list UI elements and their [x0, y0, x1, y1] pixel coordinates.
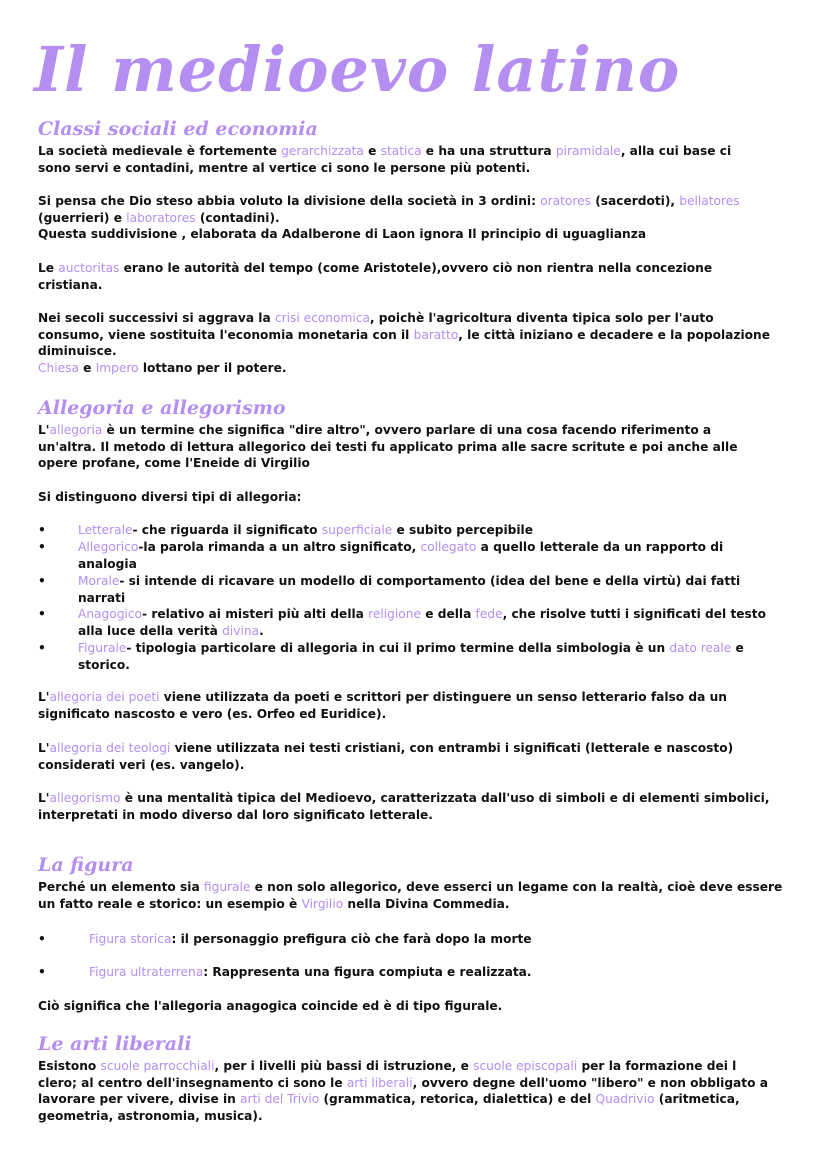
text-run: Esistono	[38, 1059, 101, 1073]
text-line	[78, 522, 798, 539]
paragraph	[38, 310, 790, 376]
highlighted-term: Morale	[78, 574, 120, 588]
text-run: (guerrieri) e	[38, 210, 127, 225]
text-run: L'	[38, 741, 50, 755]
bullet-icon: •	[38, 540, 46, 554]
text-run: considerati veri (es. vangelo).	[38, 757, 245, 772]
highlighted-term: religione	[368, 607, 421, 621]
highlighted-term: allegoria	[49, 423, 103, 437]
list-item-text	[78, 573, 798, 606]
highlighted-term: divina	[222, 623, 260, 638]
highlighted-term: allegoria dei teologi	[49, 741, 171, 755]
text-run: (aritmetica,	[654, 1092, 740, 1107]
text-run: e	[78, 360, 96, 375]
highlighted-term: superficiale	[321, 523, 393, 537]
text-run: : il personaggio prefigura ciò che farà dopo la morte	[171, 932, 532, 946]
bullet-icon: •	[38, 574, 46, 588]
paragraph	[38, 422, 790, 472]
text-line	[38, 226, 790, 243]
text-line	[78, 657, 798, 674]
paragraph	[38, 998, 790, 1015]
text-run: Perché un elemento sia	[38, 880, 204, 894]
text-run: erano le autorità del tempo (come Aristotele),ovvero ciò non rientra nella concezione	[119, 261, 713, 275]
text-run: a quello letterale da un rapporto di	[476, 540, 724, 554]
text-run: (grammatica, retorica, dialettica) e del	[319, 1092, 596, 1107]
paragraph	[38, 1058, 790, 1124]
text-run: viene utilizzata nei testi cristiani, con entrambi i significati (letterale e nascosto)	[170, 741, 734, 755]
text-run: cristiana.	[38, 277, 103, 292]
text-run: , che risolve tutti i significati del testo	[502, 607, 766, 621]
text-line	[38, 896, 790, 913]
text-run: nella Divina Commedia.	[343, 896, 510, 911]
text-run: per la formazione dei l	[577, 1059, 737, 1073]
highlighted-term: Figura ultraterrena	[89, 965, 204, 979]
text-run: , ovvero degne dell'uomo "libero" e non obbligato a	[412, 1075, 768, 1090]
text-run: lottano per il potere.	[138, 360, 287, 375]
highlighted-term: allegoria dei poeti	[49, 690, 160, 704]
text-line	[38, 1091, 790, 1108]
text-run: (contadini).	[195, 210, 280, 225]
bullet-icon: •	[38, 641, 46, 655]
highlighted-term: Quadrivio	[595, 1092, 655, 1107]
text-line	[78, 556, 798, 573]
text-run: alla luce della verità	[78, 623, 223, 638]
text-run: e subito percepibile	[392, 523, 533, 537]
section-heading-figura: La figura	[38, 854, 134, 876]
text-run: L'	[38, 690, 50, 704]
highlighted-term: Virgilio	[301, 896, 344, 911]
text-line	[38, 260, 790, 277]
text-run: analogia	[78, 556, 137, 571]
text-run: è un termine che significa "dire altro", ovvero parlare di una cosa facendo riferimento a	[102, 423, 712, 437]
highlighted-term: Impero	[95, 360, 139, 375]
paragraph	[38, 489, 790, 506]
section-heading-classi: Classi sociali ed economia	[38, 118, 318, 140]
text-line	[38, 360, 790, 377]
text-run: e della	[420, 607, 476, 621]
bullet-icon: •	[38, 965, 46, 979]
text-line	[38, 998, 790, 1015]
paragraph	[38, 260, 790, 293]
text-run: Le	[38, 261, 59, 275]
highlighted-term: Letterale	[78, 523, 133, 537]
text-run: lavorare per vivere, divise in	[38, 1092, 241, 1107]
paragraph	[38, 143, 790, 176]
text-run: : Rappresenta una figura compiuta e realizzata.	[203, 965, 532, 979]
bullet-icon: •	[38, 523, 46, 537]
text-run: è una mentalità tipica del Medioevo, caratterizzata dall'uso di simboli e di elementi simbolici,	[120, 791, 770, 805]
highlighted-term: crisi economica	[274, 311, 370, 325]
text-line	[78, 573, 798, 590]
text-line	[38, 1075, 790, 1092]
highlighted-term: bellatores	[679, 194, 740, 208]
text-line	[78, 590, 798, 607]
text-run: e	[363, 144, 381, 158]
text-run: - che riguarda il significato	[132, 523, 322, 537]
paragraph	[38, 740, 790, 773]
list-item-text	[78, 539, 798, 572]
text-run: sono servi e contadini, mentre al vertice ci sono le persone più potenti.	[38, 160, 531, 175]
highlighted-term: Chiesa	[38, 360, 79, 375]
highlighted-term: Figura storica	[89, 932, 172, 946]
highlighted-term: arti liberali	[346, 1075, 413, 1090]
highlighted-term: dato reale	[669, 641, 732, 655]
text-line	[38, 343, 790, 360]
text-line	[38, 210, 790, 227]
highlighted-term: statica	[380, 144, 422, 158]
text-line	[38, 327, 790, 344]
text-line	[38, 689, 790, 706]
highlighted-term: scuole episcopali	[473, 1059, 578, 1073]
highlighted-term: Allegorico	[78, 540, 139, 554]
highlighted-term: gerarchizzata	[281, 144, 364, 158]
text-run: viene utilizzata da poeti e scrittori per distinguere un senso letterario falso da un	[159, 690, 727, 704]
highlighted-term: oratores	[540, 194, 591, 208]
text-line	[38, 807, 790, 824]
text-line	[38, 740, 790, 757]
text-run: - si intende di ricavare un modello di comportamento (idea del bene e della virtù) dai fatti	[119, 574, 741, 588]
highlighted-term: scuole parrocchiali	[100, 1059, 215, 1073]
text-run: interpretati in modo diverso dal loro significato letterale.	[38, 807, 433, 822]
list-item-text	[78, 522, 798, 539]
text-run: e	[731, 641, 744, 655]
text-run: .	[259, 623, 264, 638]
paragraph	[38, 689, 790, 722]
text-line	[89, 964, 809, 981]
highlighted-term: laboratores	[126, 210, 196, 225]
list-item-text	[89, 964, 809, 981]
highlighted-term: piramidale	[555, 144, 621, 158]
text-line	[38, 1108, 790, 1125]
text-line	[78, 539, 798, 556]
paragraph	[38, 193, 790, 243]
text-run: geometria, astronomia, musica).	[38, 1108, 263, 1123]
text-run: L'	[38, 791, 50, 805]
highlighted-term: figurale	[203, 880, 251, 894]
text-run: , per i livelli più bassi di istruzione, e	[214, 1059, 474, 1073]
highlighted-term: Figurale	[78, 641, 127, 655]
text-run: , alla cui base ci	[620, 144, 732, 158]
text-run: consumo, viene sostituita l'economia monetaria con il	[38, 327, 414, 342]
text-run: opere profane, come l'Eneide di Virgilio	[38, 456, 310, 471]
text-line	[38, 439, 790, 456]
text-run: diminuisce.	[38, 344, 117, 359]
text-run: , le città iniziano e decadere e la popolazione	[458, 327, 770, 342]
text-run: L'	[38, 423, 50, 437]
text-line	[78, 640, 798, 657]
text-line	[38, 160, 790, 177]
text-line	[38, 757, 790, 774]
text-line	[38, 455, 790, 472]
text-line	[38, 879, 790, 896]
text-line	[89, 931, 809, 948]
highlighted-term: arti del Trivio	[240, 1092, 320, 1107]
highlighted-term: collegato	[420, 540, 477, 554]
highlighted-term: auctoritas	[58, 261, 120, 275]
text-run: Questa suddivisione , elaborata da Adalberone di Laon ignora Il principio di uguaglianza	[38, 227, 647, 242]
text-line	[38, 277, 790, 294]
text-line	[38, 790, 790, 807]
text-run: , poichè l'agricoltura diventa tipica solo per l'auto	[369, 311, 714, 325]
list-item-text	[78, 640, 798, 673]
text-run: - tipologia particolare di allegoria in cui il primo termine della simbologia è un	[126, 641, 670, 655]
text-run: - relativo ai misteri più alti della	[142, 607, 369, 621]
text-run: La società medievale è fortemente	[38, 144, 282, 158]
highlighted-term: baratto	[413, 327, 459, 342]
text-run: un'altra. Il metodo di lettura allegorico dei testi fu applicato prima alle sacre scritute e poi anche alle	[38, 439, 738, 454]
highlighted-term: fede	[475, 607, 503, 621]
paragraph	[38, 879, 790, 912]
list-item-text	[78, 606, 798, 639]
text-run: narrati	[78, 590, 126, 605]
text-run: (sacerdoti),	[590, 194, 680, 208]
text-run: un fatto reale e storico: un esempio è	[38, 896, 302, 911]
text-line	[38, 422, 790, 439]
text-run: Si distinguono diversi tipi di allegoria:	[38, 490, 302, 504]
text-run: e non solo allegorico, deve esserci un legame con la realtà, cioè deve essere	[250, 880, 783, 894]
highlighted-term: Anagogico	[78, 607, 143, 621]
text-line	[38, 310, 790, 327]
text-line	[78, 606, 798, 623]
section-heading-arti: Le arti liberali	[38, 1033, 192, 1055]
text-line	[78, 623, 798, 640]
text-run: Ciò significa che l'allegoria anagogica coincide ed è di tipo figurale.	[38, 999, 503, 1013]
section-heading-allegoria: Allegoria e allegorismo	[38, 397, 286, 419]
text-line	[38, 489, 790, 506]
text-run: storico.	[78, 657, 130, 672]
highlighted-term: allegorismo	[49, 791, 121, 805]
bullet-icon: •	[38, 607, 46, 621]
text-line	[38, 706, 790, 723]
page-title: Il medioevo latino	[34, 33, 681, 106]
text-run: significato nascosto e vero (es. Orfeo ed Euridice).	[38, 706, 387, 721]
list-item-text	[89, 931, 809, 948]
text-line	[38, 143, 790, 160]
text-run: Si pensa che Dio steso abbia voluto la divisione della società in 3 ordini:	[38, 194, 541, 208]
text-run: -la parola rimanda a un altro significato,	[138, 540, 421, 554]
text-run: Nei secoli successivi si aggrava la	[38, 311, 275, 325]
text-line	[38, 193, 790, 210]
text-run: e ha una struttura	[421, 144, 556, 158]
paragraph	[38, 790, 790, 823]
bullet-icon: •	[38, 932, 46, 946]
text-run: clero; al centro dell'insegnamento ci sono le	[38, 1075, 347, 1090]
text-line	[38, 1058, 790, 1075]
